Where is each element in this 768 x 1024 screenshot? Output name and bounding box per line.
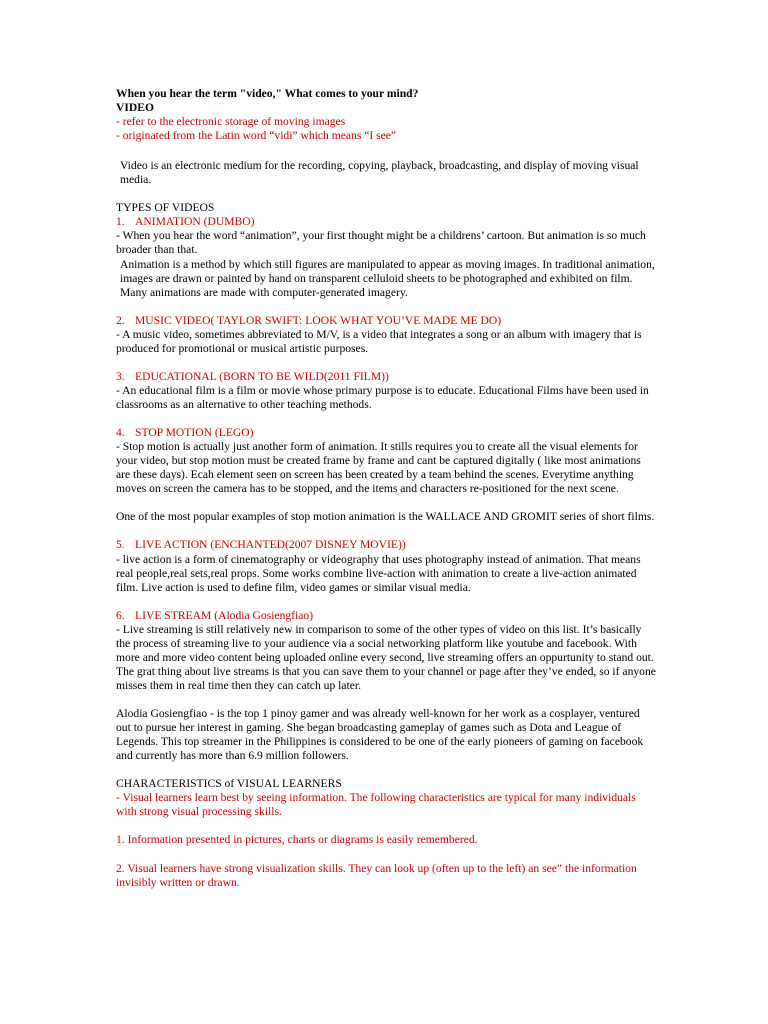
type-stop-motion-paragraph: - Stop motion is actually just another form of animation. It stills requires you to create all the visual elements for your video, but stop motion must be created frame by frame and cant be captured digitally ( like most animations are these days). Ecah element seen on screen has been created by a team behind the scenes. Everytime anything moves on screen the camera has to be stopped, and the items and characters re-positioned for the next scene. xyxy=(116,440,641,496)
type-music-video-paragraph: - A music video, sometimes abbreviated to M/V, is a video that integrates a song or an album with imagery that is produced for promotional or musical artistic purposes. xyxy=(116,327,642,355)
characteristics-heading: CHARACTERISTICS of VISUAL LEARNERS xyxy=(116,777,342,791)
type-title-live-stream: 6. LIVE STREAM (Alodia Gosiengfiao) xyxy=(116,608,314,622)
intro-question: When you hear the term "video," What comes to your mind? xyxy=(116,87,419,100)
video-origin: - originated from the Latin word “vidi” which means “I see” xyxy=(116,129,397,143)
type-title-music-video: 2. MUSIC VIDEO( TAYLOR SWIFT: LOOK WHAT YOU’VE MADE ME DO) xyxy=(116,313,502,327)
video-definition: - refer to the electronic storage of moving images xyxy=(116,115,346,129)
types-heading: TYPES OF VIDEOS xyxy=(116,201,215,215)
type-animation-paragraph: - When you hear the word “animation”, your first thought might be a childrens’ cartoon. But animation is so much broader than that. xyxy=(116,229,646,257)
document-body xyxy=(116,87,656,890)
video-heading: VIDEO xyxy=(116,101,155,115)
type-animation-paragraph: Animation is a method by which still figures are manipulated to appear as moving images. In traditional animation, images are drawn or painted by hand on transparent celluloid sheets to be photographed and exhibited on film. Many animations are made with computer-generated imagery. xyxy=(120,257,655,299)
type-live-stream-paragraph: - Live streaming is still relatively new in comparison to some of the other types of video on this list. It’s basically the process of streaming live to your audience via a social networking platform like youtube and facebook. With more and more video content being uploaded online every second, live streaming offers an oppurtunity to stand out. The grat thing about live streams is that you can save them to your channel or page after they’ve ended, so if anyone misses them in real time then they can catch up later. xyxy=(116,622,656,692)
type-live-action-paragraph: - live action is a form of cinematography or videography that uses photography instead of animation. That means real people,real sets,real props. Some works combine live-action with animation to create a live-action animated film. Live action is used to define film, video games or similar visual media. xyxy=(116,552,641,594)
type-title-stop-motion: 4. STOP MOTION (LEGO) xyxy=(116,426,254,440)
characteristic-item: 2. Visual learners have strong visualization skills. They can look up (often up to the left) an see” the information invisibly written or drawn. xyxy=(116,861,637,889)
type-title-live-action: 5. LIVE ACTION (ENCHANTED(2007 DISNEY MOVIE)) xyxy=(116,538,406,552)
type-educational-paragraph: - An educational film is a film or movie whose primary purpose is to educate. Educational Films have been used in classrooms as an alternative to other teaching methods. xyxy=(116,383,649,411)
wallace-gromit-paragraph: One of the most popular examples of stop motion animation is the WALLACE AND GROMIT series of short films. xyxy=(116,510,655,524)
type-title-animation: 1. ANIMATION (DUMBO) xyxy=(116,215,255,229)
type-title-educational: 3. EDUCATIONAL (BORN TO BE WILD(2011 FILM)) xyxy=(116,369,389,383)
characteristics-intro: - Visual learners learn best by seeing information. The following characteristics are typical for many individuals with strong visual processing skills. xyxy=(116,791,636,819)
video-paragraph: Video is an electronic medium for the recording, copying, playback, broadcasting, and display of moving visual media. xyxy=(120,159,639,187)
characteristic-item: 1. Information presented in pictures, charts or diagrams is easily remembered. xyxy=(116,833,478,847)
alodia-paragraph: Alodia Gosiengfiao - is the top 1 pinoy gamer and was already well-known for her work as a cosplayer, ventured out to pursue her interest in gaming. She began broadcasting gameplay of games such as Dota and League of Legends. This top streamer in the Philippines is considered to be one of the early pioneers of gaming on facebook and currently has more than 6.9 million followers. xyxy=(116,707,644,763)
